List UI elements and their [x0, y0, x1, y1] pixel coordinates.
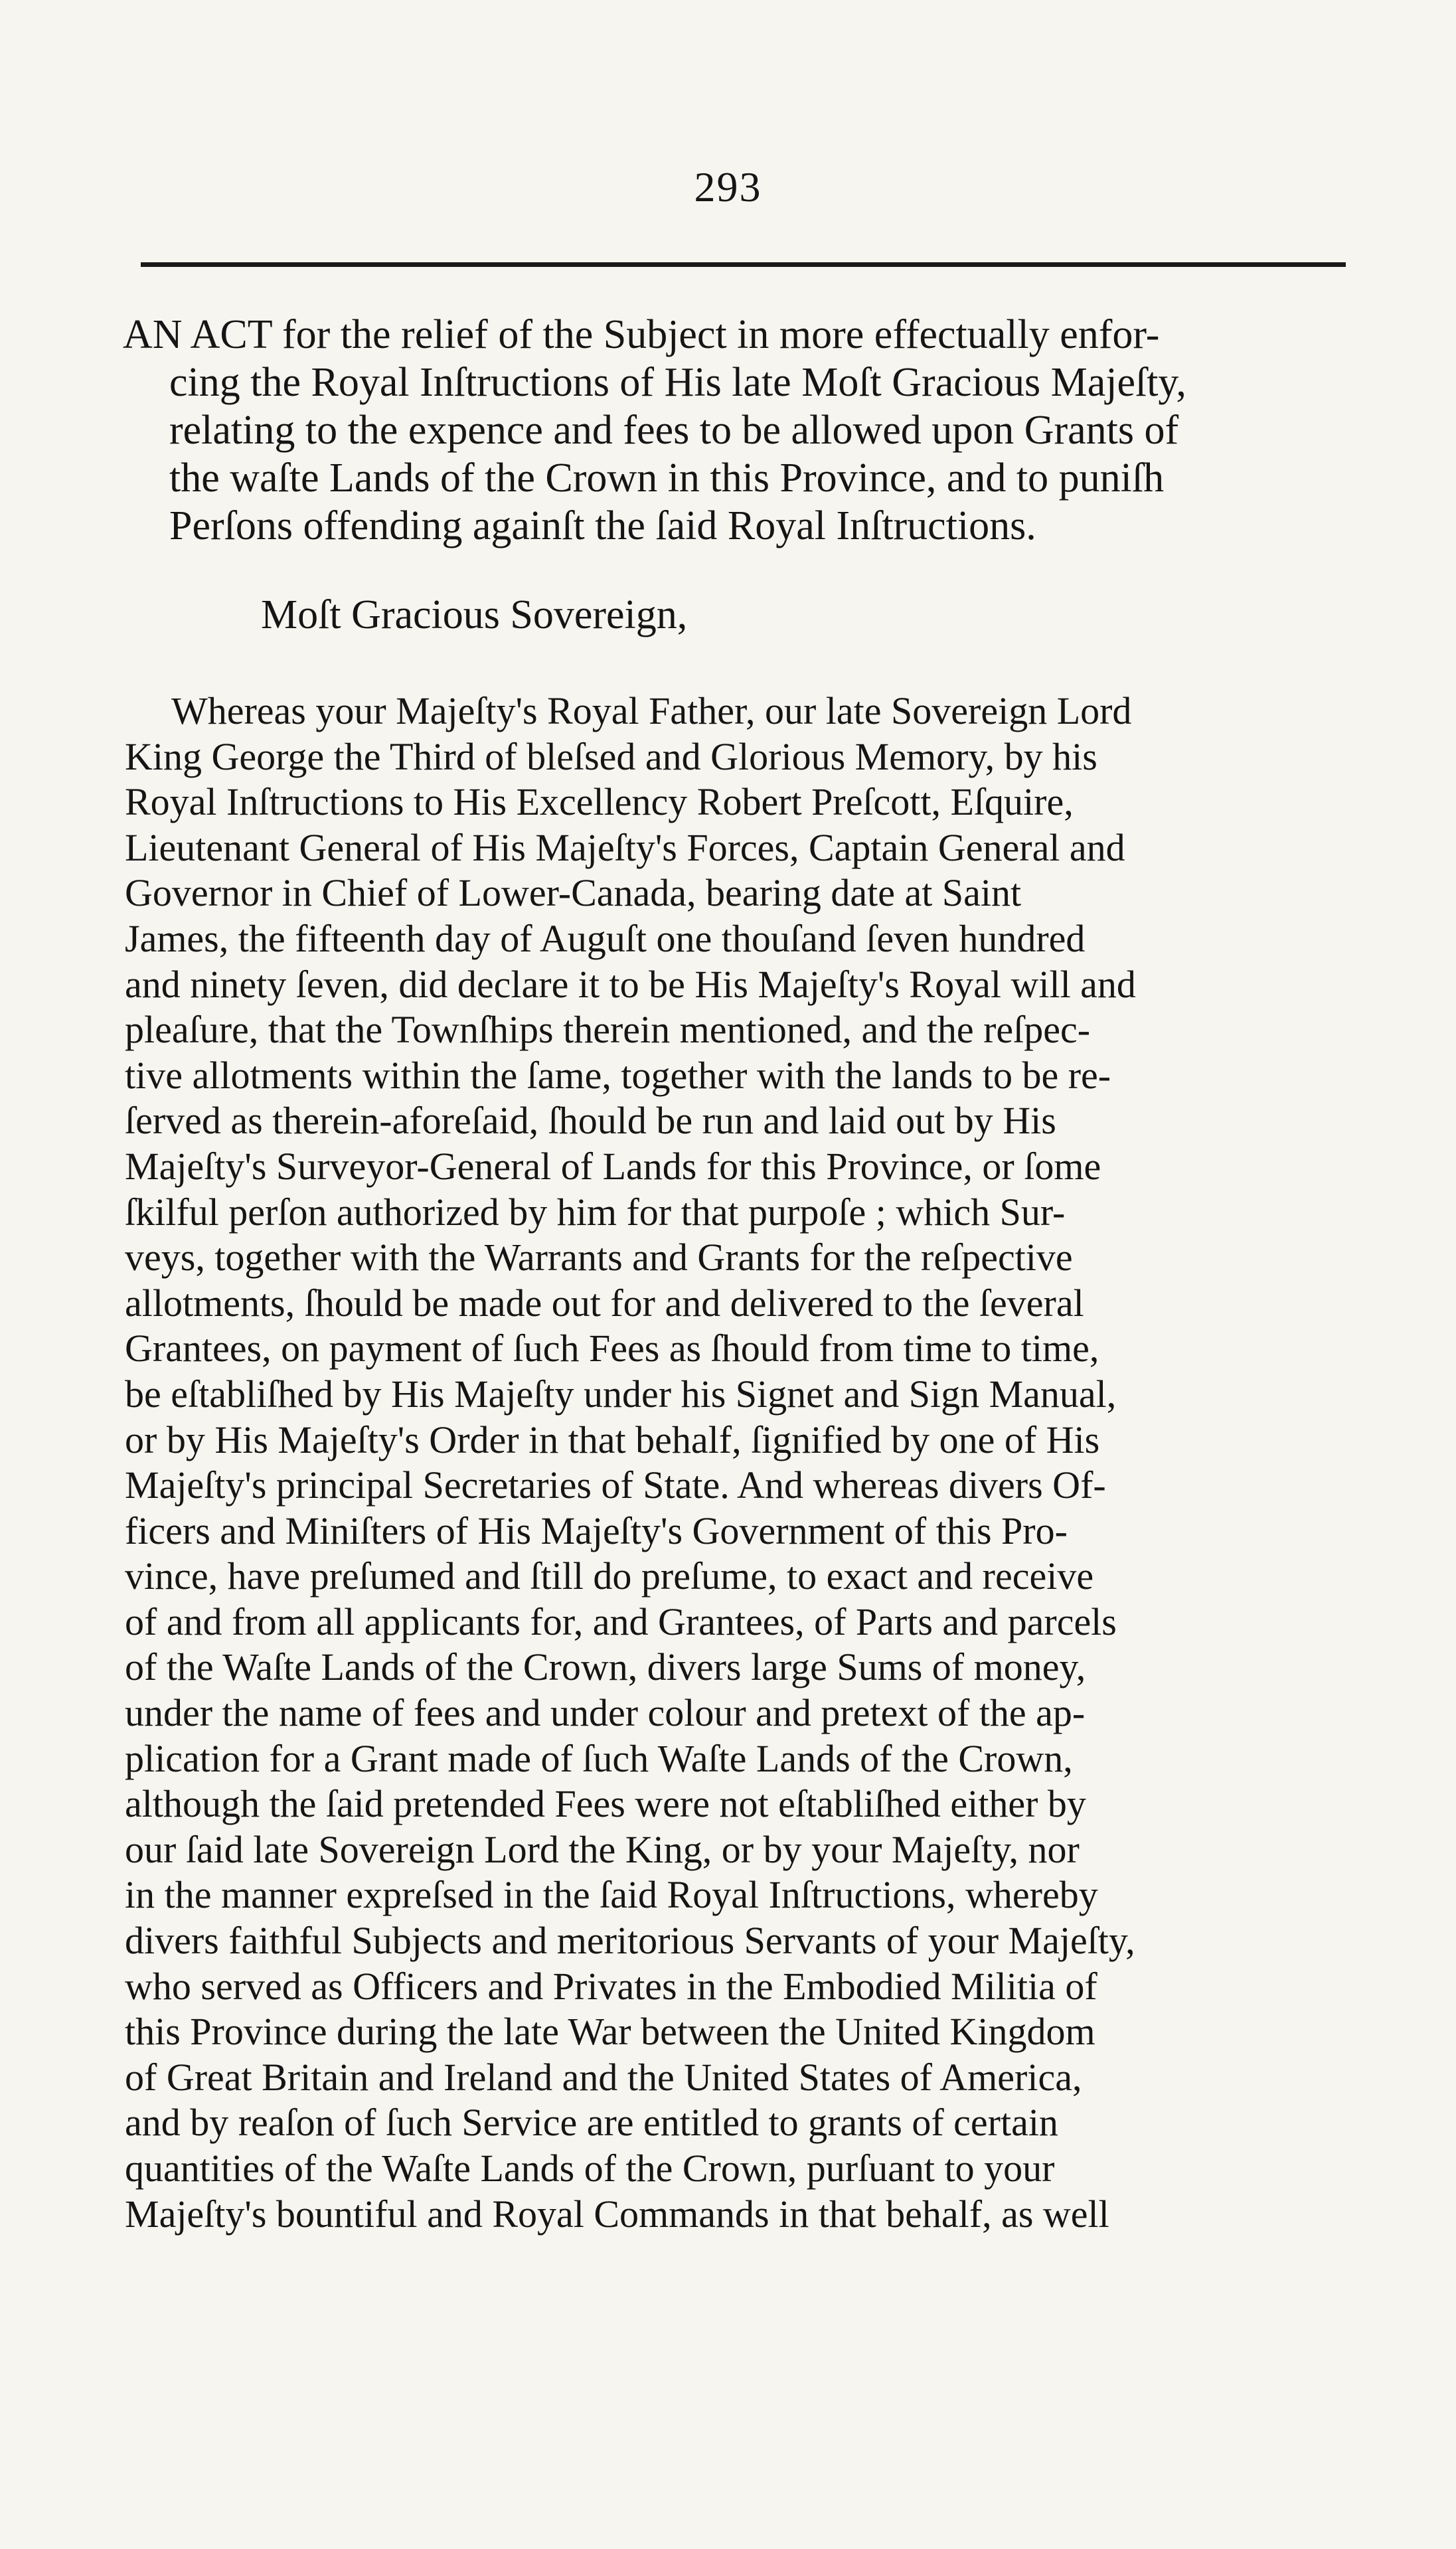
body-line: ſkilful perſon authorized by him for that purpoſe ; which Sur-	[125, 1190, 1066, 1234]
body-line: Whereas your Majeſty's Royal Father, our late Sovereign Lord	[171, 689, 1132, 732]
body-line: and ninety ſeven, did declare it to be His Majeſty's Royal will and	[125, 962, 1136, 1006]
salutation: Moſt Gracious Sovereign,	[261, 592, 688, 637]
body-line: Lieutenant General of His Majeſty's Forces, Captain General and	[125, 825, 1125, 869]
body-line: although the ſaid pretended Fees were not eſtabliſhed either by	[125, 1782, 1086, 1826]
body-line: in the manner expreſsed in the ſaid Royal Inſtructions, whereby	[125, 1873, 1098, 1917]
body-line: Majeſty's bountiful and Royal Commands in that behalf, as well	[125, 2192, 1109, 2236]
body-paragraph	[125, 689, 1353, 2237]
body-line: Grantees, on payment of ſuch Fees as ſhould from time to time,	[125, 1327, 1099, 1370]
body-line: Majeſty's principal Secretaries of State. And whereas divers Of-	[125, 1463, 1106, 1507]
body-line: plication for a Grant made of ſuch Waſte Lands of the Crown,	[125, 1736, 1073, 1780]
body-line: under the name of fees and under colour and pretext of the ap-	[125, 1691, 1086, 1735]
act-title-line: cing the Royal Inſtructions of His late Moſt Gracious Majeſty,	[169, 360, 1186, 405]
body-line: quantities of the Waſte Lands of the Crown, purſuant to your	[125, 2147, 1055, 2190]
body-line: and by reaſon of ſuch Service are entitled to grants of certain	[125, 2101, 1058, 2145]
body-line: Royal Inſtructions to His Excellency Robert Preſcott, Eſquire,	[125, 780, 1074, 824]
page-number: 293	[694, 163, 762, 210]
act-title-line: relating to the expence and fees to be allowed upon Grants of	[169, 408, 1179, 453]
body-line: or by His Majeſty's Order in that behalf, ſignified by one of His	[125, 1418, 1100, 1461]
body-line: divers faithful Subjects and meritorious Servants of your Majeſty,	[125, 1919, 1135, 1963]
act-title-line: the waſte Lands of the Crown in this Province, and to puniſh	[169, 455, 1165, 501]
body-line: Majeſty's Surveyor-General of Lands for this Province, or ſome	[125, 1144, 1101, 1188]
body-line: be eſtabliſhed by His Majeſty under his Signet and Sign Manual,	[125, 1372, 1117, 1416]
body-line: tive allotments within the ſame, together with the lands to be re-	[125, 1053, 1111, 1097]
body-line: veys, together with the Warrants and Grants for the reſpective	[125, 1236, 1073, 1279]
body-line: this Province during the late War between the United Kingdom	[125, 2010, 1095, 2054]
act-title	[123, 311, 1358, 550]
body-line: who served as Officers and Privates in the Embodied Militia of	[125, 1964, 1097, 2008]
body-line: of the Waſte Lands of the Crown, divers large Sums of money,	[125, 1645, 1086, 1689]
body-line: allotments, ſhould be made out for and delivered to the ſeveral	[125, 1281, 1084, 1325]
body-line: of Great Britain and Ireland and the United States of America,	[125, 2055, 1082, 2099]
body-line: of and from all applicants for, and Grantees, of Parts and parcels	[125, 1600, 1117, 1643]
body-line: ſerved as therein-aforeſaid, ſhould be run and laid out by His	[125, 1099, 1056, 1143]
body-line: King George the Third of bleſsed and Glorious Memory, by his	[125, 734, 1097, 778]
body-line: James, the fifteenth day of Auguſt one thouſand ſeven hundred	[125, 916, 1086, 960]
header-rule	[141, 262, 1346, 267]
body-line: our ſaid late Sovereign Lord the King, or by your Majeſty, nor	[125, 1827, 1080, 1871]
body-line: pleaſure, that the Townſhips therein mentioned, and the reſpec-	[125, 1008, 1091, 1052]
body-line: vince, have preſumed and ſtill do preſume, to exact and receive	[125, 1554, 1094, 1598]
act-title-line: Perſons offending againſt the ſaid Royal Inſtructions.	[169, 503, 1036, 548]
body-line: ficers and Miniſters of His Majeſty's Government of this Pro-	[125, 1509, 1068, 1552]
body-line: Governor in Chief of Lower-Canada, bearing date at Saint	[125, 871, 1022, 915]
act-title-line: AN ACT for the relief of the Subject in more effectually enfor-	[123, 312, 1160, 357]
